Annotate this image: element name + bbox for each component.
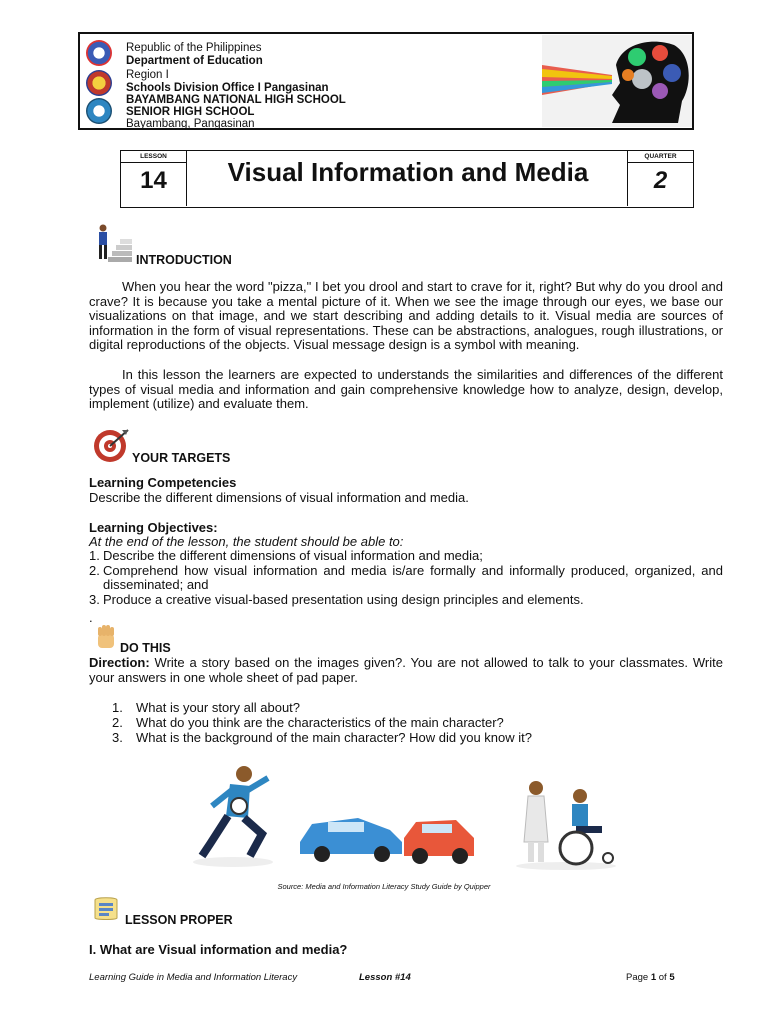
- question-number: 3.: [112, 730, 123, 745]
- header-line-republic: Republic of the Philippines: [126, 42, 262, 54]
- fist-icon: [92, 622, 120, 652]
- footer-page-of: of: [656, 972, 670, 983]
- header-line-shs: SENIOR HIGH SCHOOL: [126, 106, 255, 118]
- introduction-paragraph-1: When you hear the word "pizza," I bet you drool and start to crave for it, right? But why do you drool and crave? It is because you take a mental picture of it. When we see the image through our eyes, we base our visualizations on that image, and we start describing and adding details to it. Visual media are sources of information in the form of visual representations. These can be abstractions, analogues, rough illustrations, or digital reproductions of the objects. Visual message design is a symbol with meaning.: [89, 279, 723, 353]
- image-source-caption: Source: Media and Information Literacy Study Guide by Quipper: [277, 882, 491, 891]
- question-text: What is your story all about?: [136, 700, 301, 715]
- question-text: What is the background of the main character? How did you know it?: [136, 730, 532, 745]
- objective-item: [89, 549, 723, 564]
- objectives-label: Learning Objectives:: [89, 520, 218, 535]
- car-crash-illustration: [298, 808, 478, 866]
- wheelchair-nurse-illustration: [510, 778, 622, 870]
- footer-page-indicator: [626, 972, 675, 983]
- footer-page-total: 5: [669, 972, 675, 983]
- direction-label: Direction:: [89, 655, 150, 670]
- deped-seal-icon: [86, 40, 112, 66]
- lesson-proper-subheading: I. What are Visual information and media?: [89, 942, 348, 957]
- objective-text: Describe the different dimensions of visual information and media;: [103, 548, 483, 563]
- quarter-number: 2: [653, 167, 668, 194]
- direction-paragraph: [89, 656, 723, 685]
- footer-page-current: 1: [650, 972, 657, 983]
- do-this-heading: DO THIS: [120, 641, 171, 655]
- lesson-number: 14: [140, 167, 167, 194]
- objectives-list: [89, 549, 723, 607]
- lesson-title-box: [120, 150, 694, 208]
- lesson-label: LESSON: [121, 151, 186, 163]
- introduction-heading: INTRODUCTION: [136, 253, 232, 267]
- footer-page-prefix: Page: [626, 972, 651, 983]
- direction-text: Write a story based on the images given?. You are not allowed to talk to your classmates. Write your answers in one whole sheet of pad paper.: [89, 655, 723, 685]
- objective-number: 2.: [89, 562, 100, 578]
- objective-item: [89, 564, 723, 593]
- brain-gears-illustration: [542, 35, 692, 127]
- stairs-climber-icon: [92, 223, 134, 265]
- objective-item: [89, 593, 723, 608]
- competencies-text: Describe the different dimensions of visual information and media.: [89, 490, 469, 505]
- targets-heading: YOUR TARGETS: [132, 451, 231, 465]
- questions-list: [112, 700, 712, 745]
- objective-number: 1.: [89, 548, 100, 563]
- question-number: 1.: [112, 700, 123, 715]
- brain-book-icon: [92, 896, 120, 922]
- school-header: [78, 32, 694, 130]
- stray-dot: .: [89, 610, 93, 625]
- header-line-division: Schools Division Office I Pangasinan: [126, 82, 329, 94]
- school-seal-icon: [86, 98, 112, 124]
- header-line-address: Bayambang, Pangasinan: [126, 118, 255, 130]
- target-icon: [92, 427, 132, 463]
- question-number: 2.: [112, 715, 123, 730]
- objective-number: 3.: [89, 591, 100, 607]
- quarter-number-cell: [627, 151, 693, 206]
- question-text: What do you think are the characteristics of the main character?: [136, 715, 504, 730]
- objectives-intro: At the end of the lesson, the student should be able to:: [89, 534, 404, 549]
- running-man-illustration: [190, 762, 276, 868]
- question-item: [112, 715, 712, 730]
- lesson-proper-heading: LESSON PROPER: [125, 913, 233, 927]
- footer-lesson: Lesson #14: [359, 972, 411, 983]
- quarter-label: QUARTER: [628, 151, 693, 163]
- question-item: [112, 730, 712, 745]
- region-seal-icon: [86, 70, 112, 96]
- header-line-deped: Department of Education: [126, 55, 263, 67]
- lesson-number-cell: [121, 151, 187, 206]
- lesson-title: Visual Information and Media: [227, 157, 589, 187]
- objective-text: Comprehend how visual information and media is/are formally and informally produced, organized, and disseminated; and: [103, 562, 723, 593]
- question-item: [112, 700, 712, 715]
- introduction-paragraph-2: In this lesson the learners are expected to understands the similarities and differences of the different types of visual media and information and gain comprehensive knowledge how to analyze, design, develop, implement (utilize) and evaluate them.: [89, 367, 723, 412]
- objective-text: Produce a creative visual-based presentation using design principles and elements.: [103, 591, 584, 607]
- header-line-school: BAYAMBANG NATIONAL HIGH SCHOOL: [126, 94, 346, 106]
- competencies-label: Learning Competencies: [89, 475, 237, 490]
- header-line-region: Region I: [126, 69, 169, 81]
- footer-guide-title: Learning Guide in Media and Information Literacy: [89, 972, 298, 983]
